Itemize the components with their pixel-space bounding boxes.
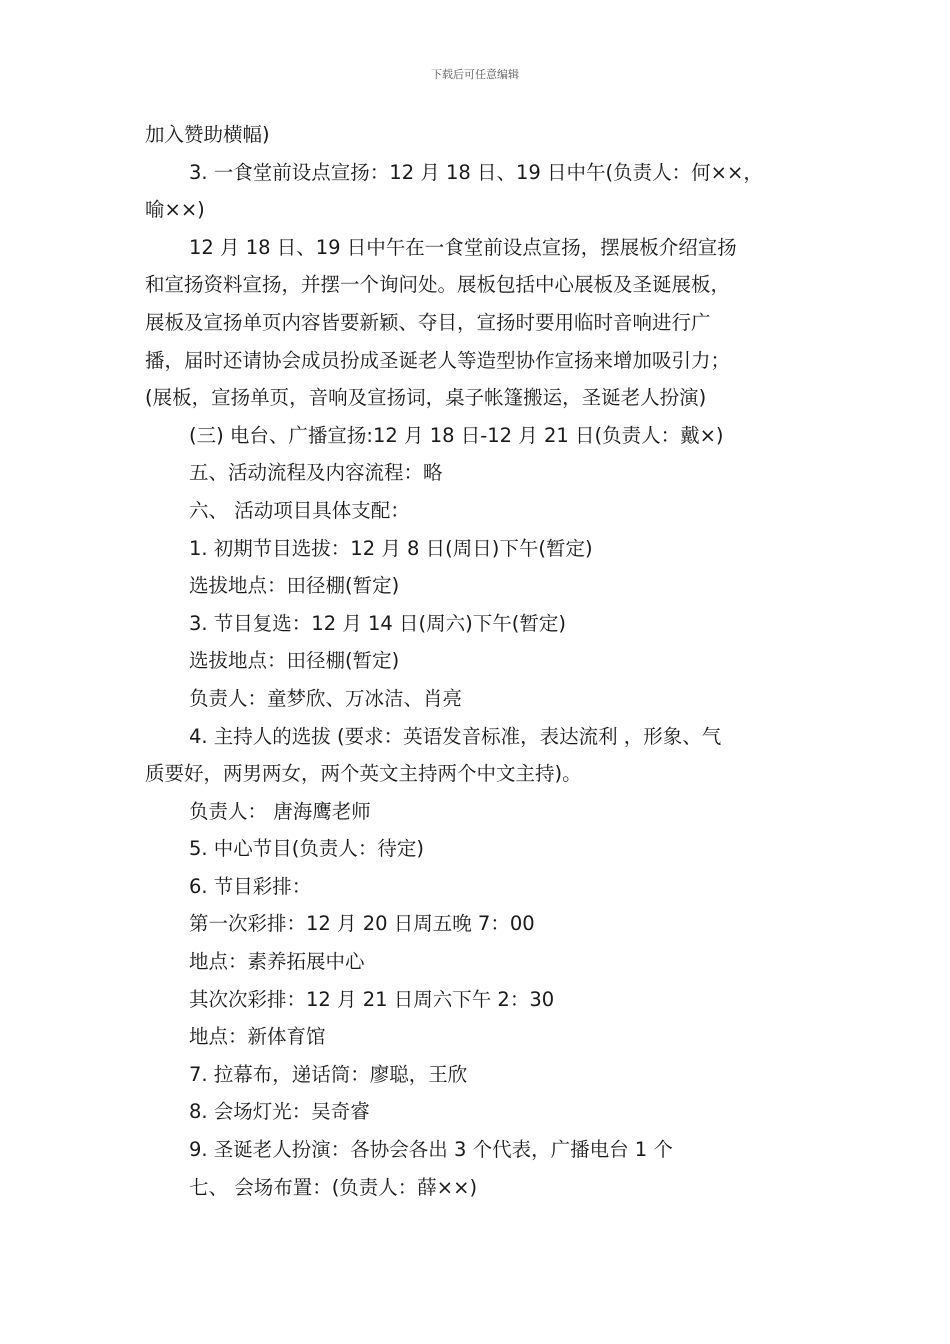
paragraph-line: 3. 一食堂前设点宣扬：12 月 18 日、19 日中午(负责人：何××，	[189, 160, 763, 184]
section-heading: 六、 活动项目具体支配：	[189, 498, 410, 522]
list-item: 负责人：童梦欣、万冰洁、肖亮	[189, 686, 463, 710]
paragraph-line: 12 月 18 日、19 日中午在一食堂前设点宣扬，摆展板介绍宣扬	[189, 235, 737, 259]
paragraph-line: 和宣扬资料宣扬，并摆一个询问处。展板包括中心展板及圣诞展板，	[145, 273, 731, 297]
list-item: 地点：素养拓展中心	[189, 950, 365, 974]
list-item: 5. 中心节目(负责人：待定)	[189, 837, 425, 861]
paragraph-line: 加入赞助横幅)	[145, 123, 270, 146]
list-item: 负责人： 唐海鹰老师	[189, 799, 371, 823]
page-header: 下载后可任意编辑	[431, 68, 519, 81]
paragraph-line: (三) 电台、广播宣扬:12 月 18 日-12 月 21 日(负责人：戴×)	[189, 423, 724, 447]
paragraph-line: (展板，宣扬单页，音响及宣扬词，桌子帐篷搬运，圣诞老人扮演)	[145, 386, 707, 410]
list-item: 1. 初期节目选拔：12 月 8 日(周日)下午(暂定)	[189, 536, 593, 560]
list-item: 6. 节目彩排：	[189, 874, 312, 898]
list-item: 7. 拉幕布，递话筒：廖聪，王欣	[189, 1062, 468, 1086]
list-item: 4. 主持人的选拔 (要求：英语发音标准，表达流利 ，形象、气	[189, 724, 722, 748]
document-body	[145, 116, 810, 1206]
paragraph-line: 质要好，两男两女，两个英文主持两个中文主持)。	[145, 762, 582, 786]
list-item: 第一次彩排：12 月 20 日周五晚 7：00	[189, 912, 535, 936]
paragraph-line: 喻××)	[145, 198, 205, 222]
list-item: 地点：新体育馆	[189, 1025, 326, 1049]
list-item: 3. 节目复选：12 月 14 日(周六)下午(暂定)	[189, 611, 566, 635]
list-item: 其次次彩排：12 月 21 日周六下午 2：30	[189, 987, 555, 1011]
list-item: 9. 圣诞老人扮演：各协会各出 3 个代表，广播电台 1 个	[189, 1138, 673, 1162]
list-item: 选拔地点：田径棚(暂定)	[189, 574, 400, 598]
list-item: 选拔地点：田径棚(暂定)	[189, 649, 400, 673]
section-heading: 五、活动流程及内容流程：略	[189, 461, 443, 485]
paragraph-line: 展板及宣扬单页内容皆要新颖、夺目，宣扬时要用临时音响进行广	[145, 310, 711, 334]
paragraph-line: 播，届时还请协会成员扮成圣诞老人等造型协作宣扬来增加吸引力；	[145, 348, 731, 372]
section-heading: 七、 会场布置：(负责人：薛××)	[189, 1175, 478, 1199]
list-item: 8. 会场灯光：吴奇睿	[189, 1100, 370, 1124]
